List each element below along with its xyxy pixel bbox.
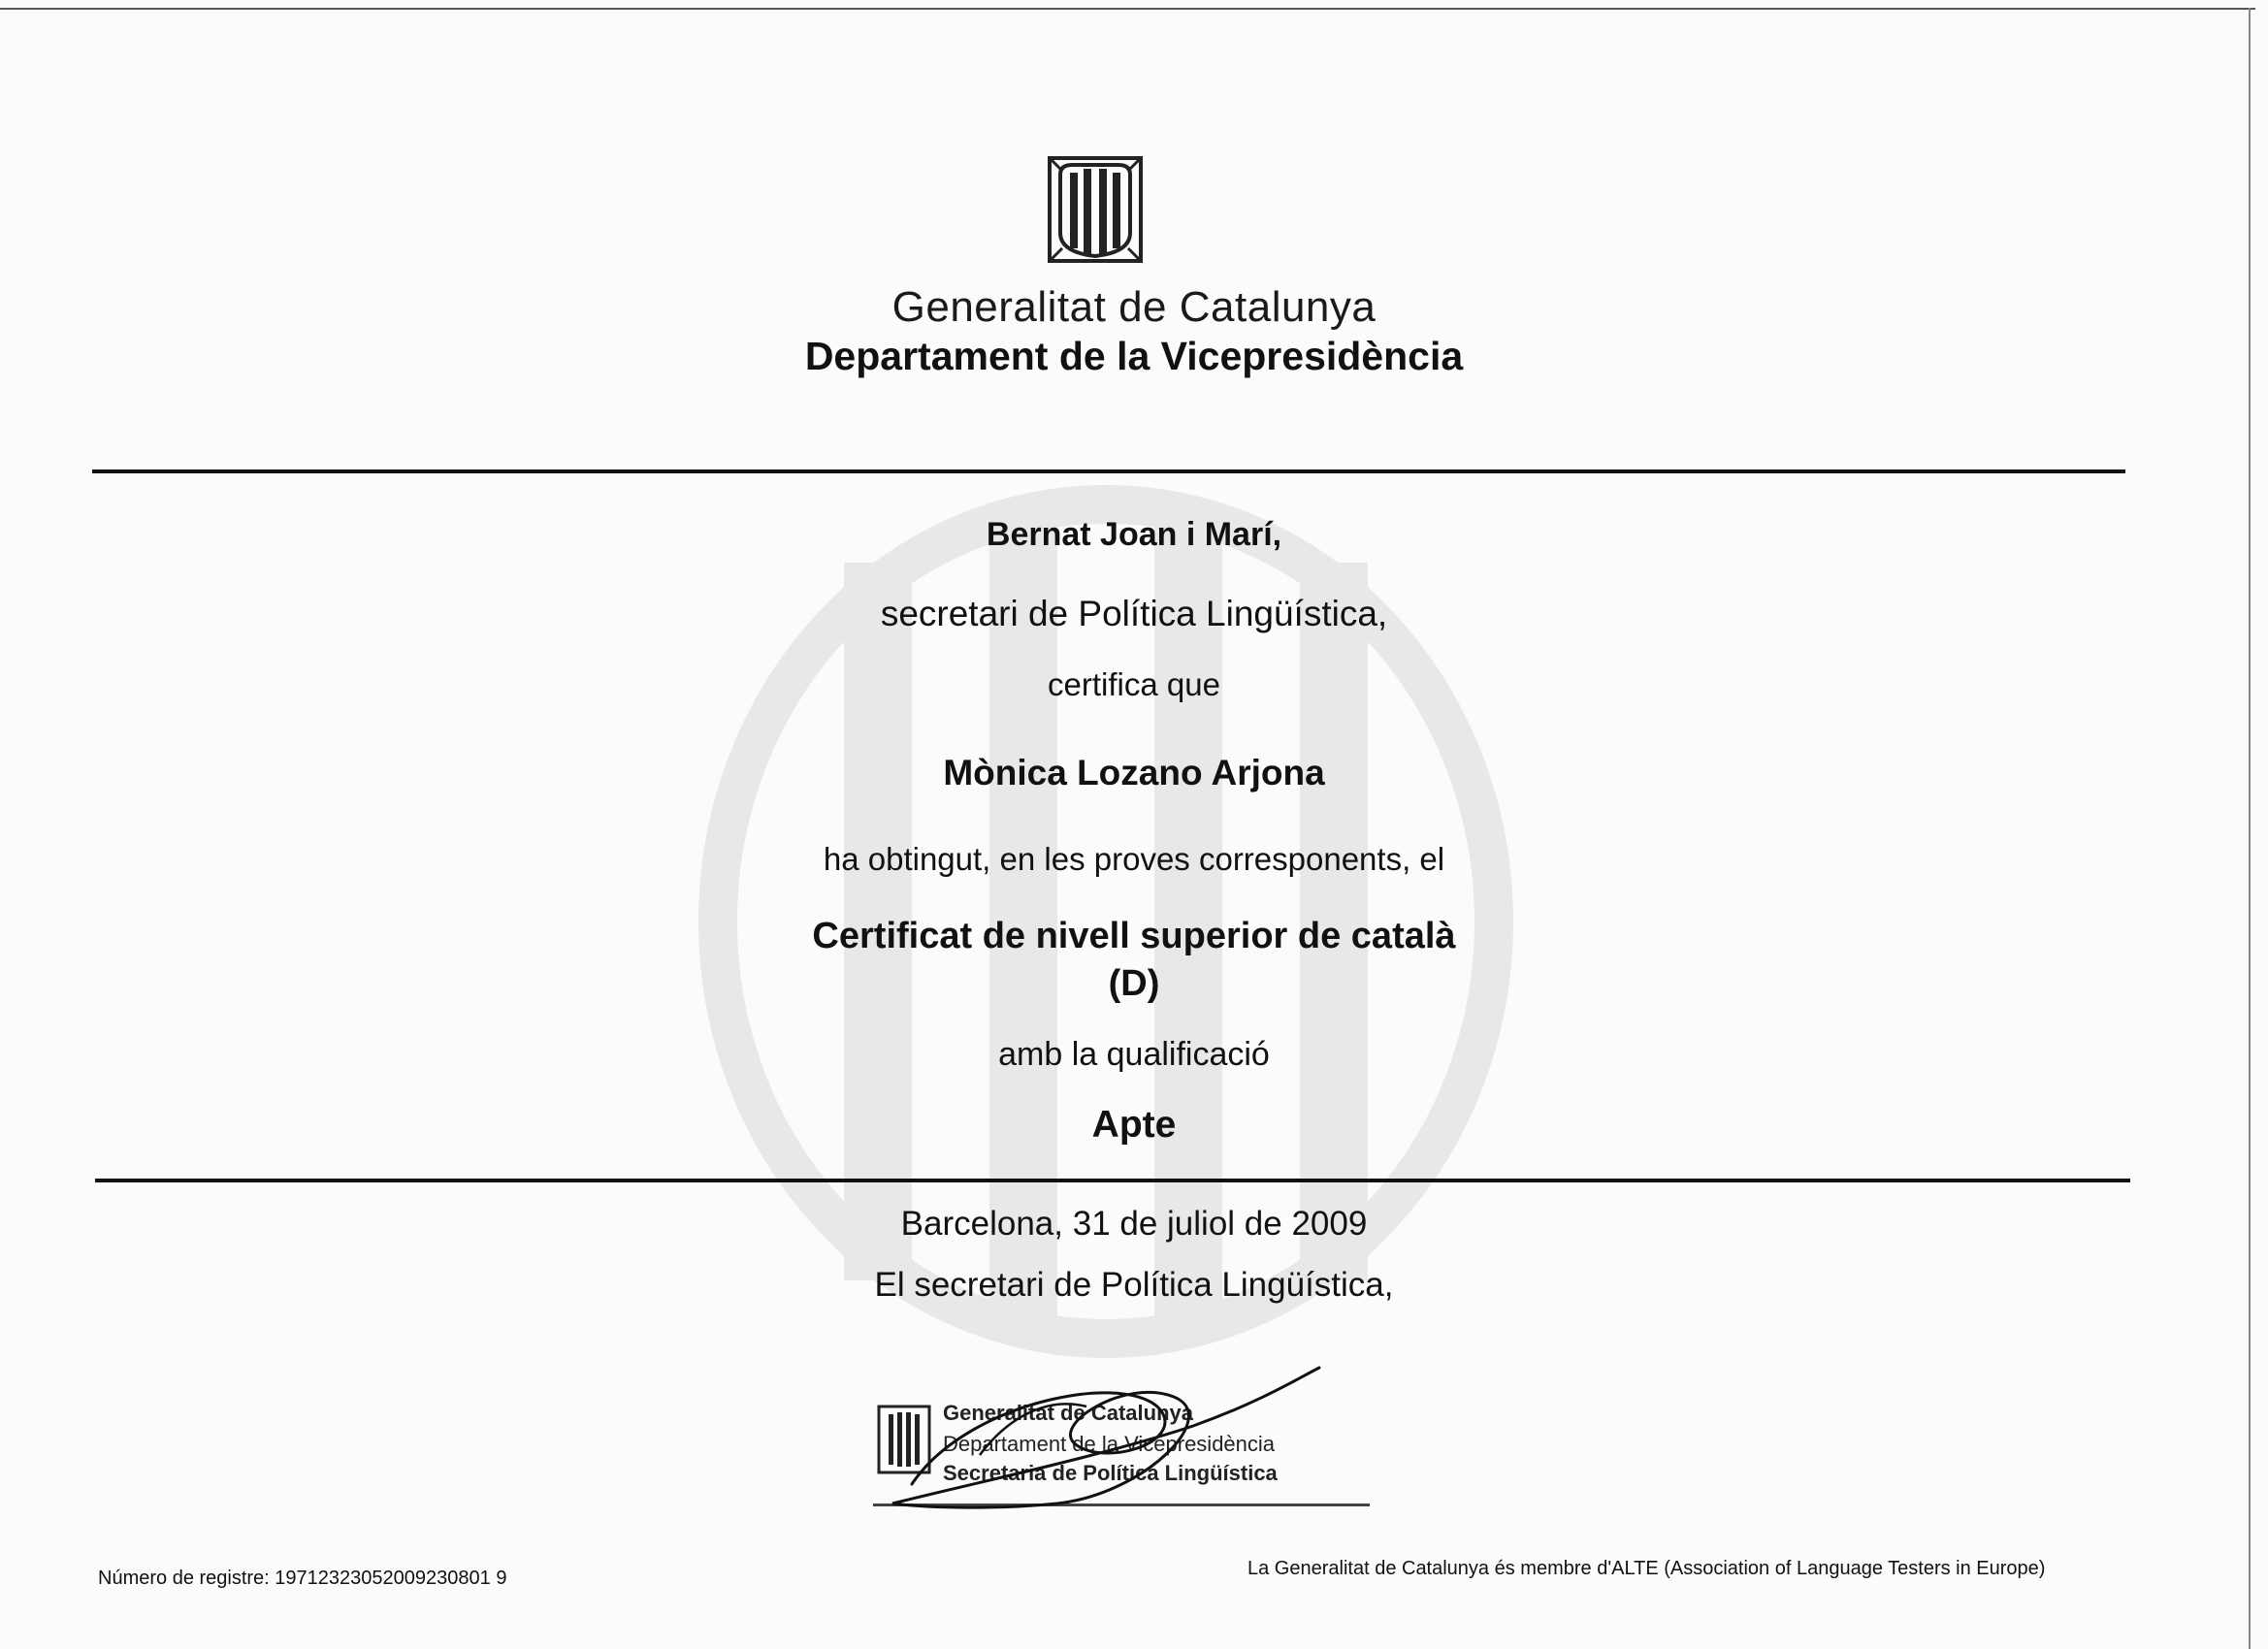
- stamp-line-1: Generalitat de Catalunya: [943, 1401, 1193, 1425]
- closing-signer-role: El secretari de Política Lingüística,: [874, 1266, 1394, 1304]
- stamp-line-2: Departament de la Vicepresidència: [943, 1432, 1276, 1456]
- certificate-level: (D): [1108, 963, 1160, 1004]
- qualification-result: Apte: [1091, 1104, 1177, 1146]
- scan-edge-top: [0, 8, 2255, 10]
- top-divider: [92, 469, 2125, 473]
- catalonia-crest-logo: [1047, 155, 1144, 264]
- certificate-title: Certificat de nivell superior de català: [812, 916, 1456, 956]
- handwritten-signature: [854, 1339, 1339, 1533]
- registration-number: Número de registre: 19712323052009230801 9: [98, 1568, 507, 1589]
- organization-name: Generalitat de Catalunya: [891, 283, 1377, 331]
- stamp-line-3: Secretaria de Política Lingüística: [943, 1461, 1278, 1485]
- signer-name: Bernat Joan i Marí,: [986, 516, 1282, 553]
- holder-name: Mònica Lozano Arjona: [943, 753, 1325, 792]
- scan-edge-right: [2249, 8, 2251, 1649]
- place-date: Barcelona, 31 de juliol de 2009: [900, 1205, 1368, 1243]
- signer-role: secretari de Política Lingüística,: [880, 594, 1388, 633]
- department-name: Departament de la Vicepresidència: [804, 334, 1464, 378]
- bottom-divider: [95, 1179, 2130, 1182]
- obtained-text: ha obtingut, en les proves corresponents, el: [823, 841, 1445, 877]
- qualification-label: amb la qualificació: [998, 1036, 1270, 1073]
- alte-membership-note: La Generalitat de Catalunya és membre d'ALTE (Association of Language Testers in Europe): [1247, 1558, 2046, 1579]
- certifies-text: certifica que: [1048, 666, 1220, 702]
